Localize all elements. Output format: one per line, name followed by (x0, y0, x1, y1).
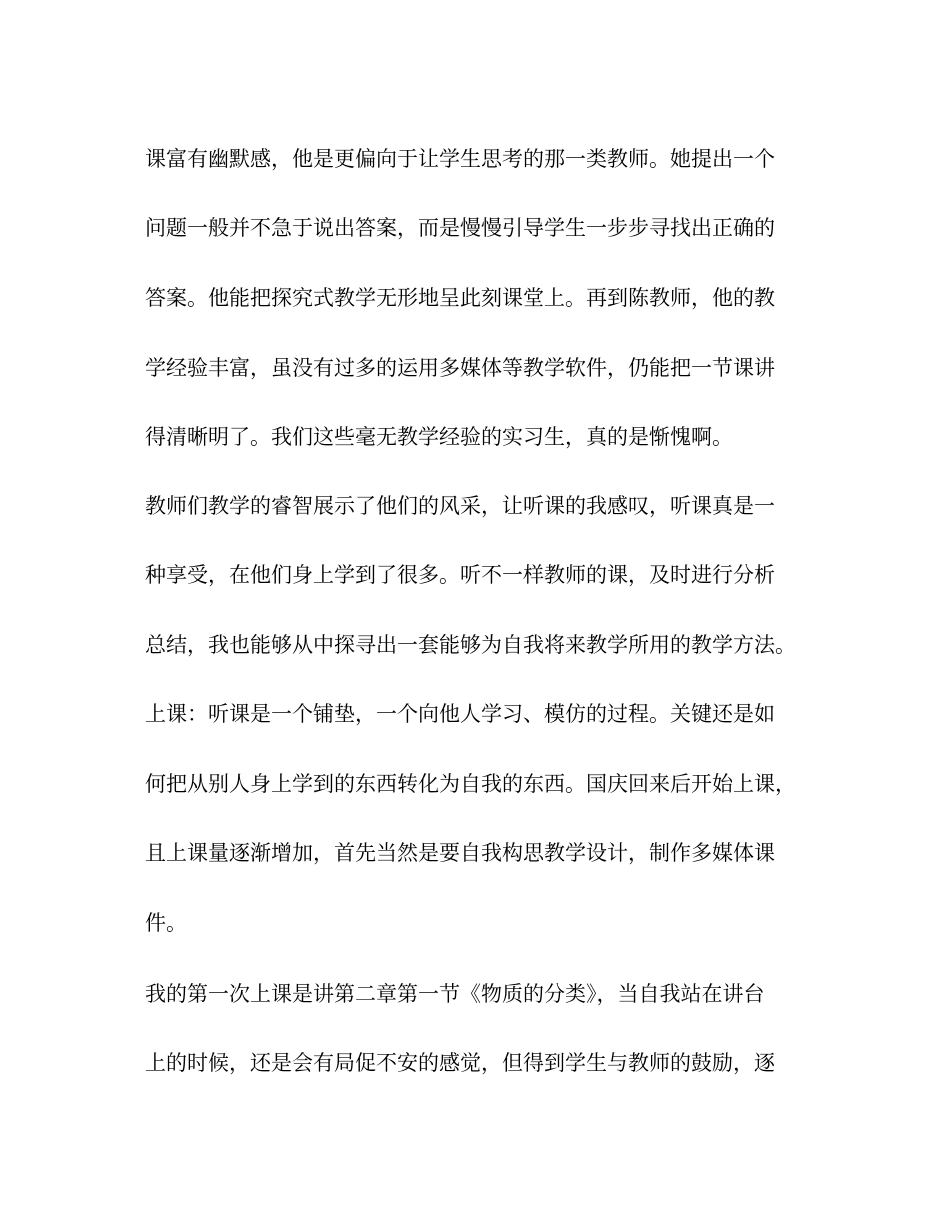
text-line: 学经验丰富，虽没有过多的运用多媒体等教学软件，仍能把一节课讲 (145, 356, 775, 380)
text-line: 问题一般并不急于说出答案，而是慢慢引导学生一步步寻找出正确的 (145, 216, 775, 240)
text-line: 上的时候，还是会有局促不安的感觉，但得到学生与教师的鼓励，逐 (145, 1051, 775, 1075)
text-line: 何把从别人身上学到的东西转化为自我的东西。国庆回来后开始上课， (145, 772, 796, 796)
text-line: 教师们教学的睿智展示了他们的风采，让听课的我感叹，听课真是一 (145, 494, 775, 518)
text-line: 课富有幽默感，他是更偏向于让学生思考的那一类教师。她提出一个 (145, 147, 775, 171)
text-line: 种享受，在他们身上学到了很多。听不一样教师的课，及时进行分析 (145, 563, 775, 587)
text-line: 我的第一次上课是讲第二章第一节《物质的分类》，当自我站在讲台 (145, 982, 765, 1006)
text-line: 且上课量逐渐增加，首先当然是要自我构思教学设计，制作多媒体课 (145, 841, 775, 865)
text-line: 答案。他能把探究式教学无形地呈此刻课堂上。再到陈教师，他的教 (145, 286, 775, 310)
text-line: 件。 (145, 911, 187, 935)
text-line: 总结，我也能够从中探寻出一套能够为自我将来教学所用的教学方法。 (145, 633, 796, 657)
text-line: 上课：听课是一个铺垫，一个向他人学习、模仿的过程。关键还是如 (145, 702, 775, 726)
text-line: 得清晰明了。我们这些毫无教学经验的实习生，真的是惭愧啊。 (145, 425, 733, 449)
